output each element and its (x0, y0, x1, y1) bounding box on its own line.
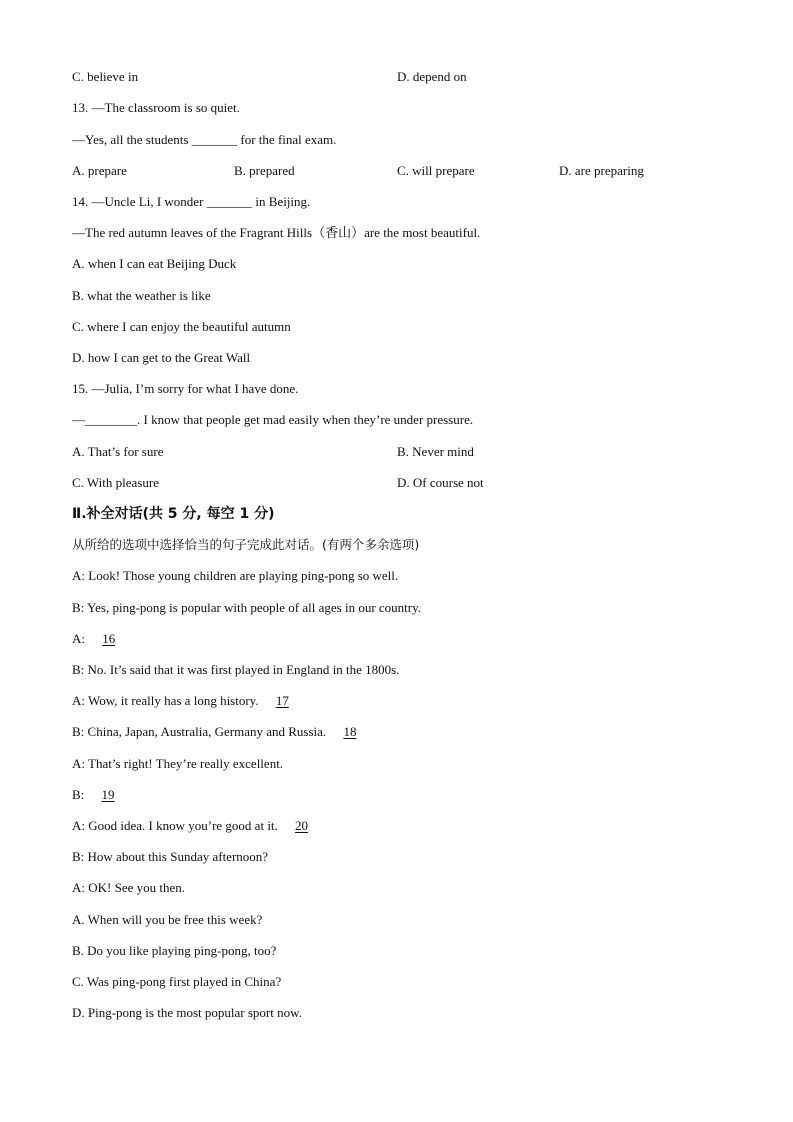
q15-option-c: C. With pleasure (72, 475, 159, 490)
q14-option-d: D. how I can get to the Great Wall (72, 350, 251, 365)
section-instruction: 从所给的选项中选择恰当的句子完成此对话。(有两个多余选项) (72, 537, 420, 552)
q15-response: —________. I know that people get mad easily when they’re under pressure. (72, 412, 474, 427)
choice-b: B. Do you like playing ping-pong, too? (72, 943, 277, 958)
blank-17: 17 (275, 693, 289, 708)
dialogue-line-3 (72, 631, 129, 647)
choice-c: C. Was ping-pong first played in China? (72, 974, 282, 989)
q14-option-a: A. when I can eat Beijing Duck (72, 256, 237, 271)
q12-option-d: D. depend on (397, 69, 467, 84)
q14-response: —The red autumn leaves of the Fragrant Hills（香山）are the most beautiful. (72, 225, 481, 240)
dialogue-line-2: B: Yes, ping-pong is popular with people of all ages in our country. (72, 600, 422, 615)
q15-option-a: A. That’s for sure (72, 444, 164, 459)
dialogue-line-7: A: That’s right! They’re really excellent. (72, 756, 284, 771)
blank-19: 19 (101, 787, 115, 802)
q15-option-d: D. Of course not (397, 475, 484, 490)
dialogue-line-3-speaker: A: (72, 631, 89, 646)
dialogue-line-9 (72, 818, 322, 834)
blank-18: 18 (343, 724, 357, 739)
dialogue-line-5 (72, 693, 303, 709)
dialogue-line-4: B: No. It’s said that it was first played in England in the 1800s. (72, 662, 400, 677)
blank-16: 16 (102, 631, 116, 646)
dialogue-line-10: B: How about this Sunday afternoon? (72, 849, 269, 864)
q13-option-d: D. are preparing (559, 163, 644, 178)
section-heading: Ⅱ.补全对话(共 5 分, 每空 1 分) (72, 506, 275, 522)
q14-option-c: C. where I can enjoy the beautiful autumn (72, 319, 291, 334)
dialogue-line-11: A: OK! See you then. (72, 880, 186, 895)
dialogue-line-5-text: A: Wow, it really has a long history. (72, 693, 262, 708)
dialogue-line-1: A: Look! Those young children are playing ping-pong so well. (72, 568, 399, 583)
q15-stem: 15. —Julia, I’m sorry for what I have done. (72, 381, 299, 396)
dialogue-line-8 (72, 787, 129, 803)
q13-response: —Yes, all the students _______ for the final exam. (72, 132, 337, 147)
q12-option-c: C. believe in (72, 69, 139, 84)
blank-20: 20 (295, 818, 309, 833)
q13-option-c: C. will prepare (397, 163, 475, 178)
q13-option-a: A. prepare (72, 163, 127, 178)
choice-d: D. Ping-pong is the most popular sport now. (72, 1005, 302, 1020)
q14-option-b: B. what the weather is like (72, 288, 211, 303)
q13-stem: 13. —The classroom is so quiet. (72, 100, 240, 115)
dialogue-line-9-text: A: Good idea. I know you’re good at it. (72, 818, 282, 833)
q15-option-b: B. Never mind (397, 444, 474, 459)
dialogue-line-6 (72, 724, 370, 740)
choice-a: A. When will you be free this week? (72, 912, 263, 927)
q14-stem: 14. —Uncle Li, I wonder _______ in Beijing. (72, 194, 311, 209)
q13-option-b: B. prepared (234, 163, 295, 178)
dialogue-line-6-text: B: China, Japan, Australia, Germany and Russia. (72, 724, 330, 739)
dialogue-line-8-speaker: B: (72, 787, 88, 802)
